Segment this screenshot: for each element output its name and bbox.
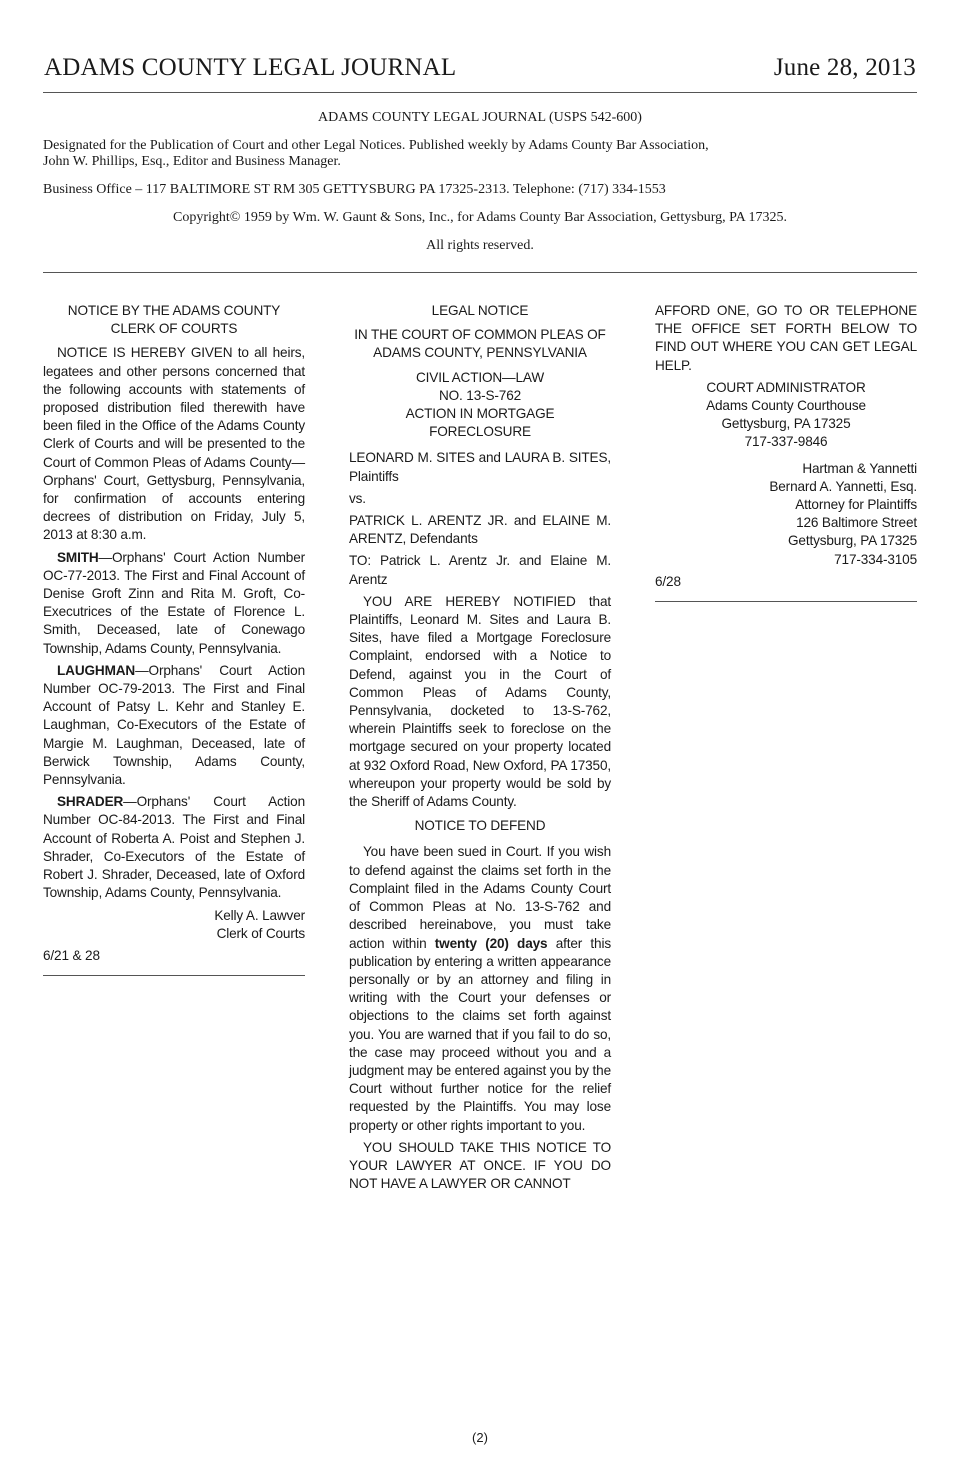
estate-entry: [43, 793, 305, 902]
docket-number: NO. 13-S-762: [438, 387, 522, 403]
masthead-designation: Designated for the Publication of Court and other Legal Notices. Published weekly by Adams County Bar Association,: [43, 138, 709, 153]
page-number: (2): [472, 1430, 488, 1445]
notification-paragraph: YOU ARE HEREBY NOTIFIED that Plaintiffs, Leonard M. Sites and Laura B. Sites, have filed a Mortgage Foreclosure Complaint, endorsed with a Notice to Defend, against you in the Court of Common Pleas of Adams County, Pennsylvania, docketed to 13-S-762, wherein Plaintiffs seek to foreclose on the mortgage secured on your property located at 932 Oxford Road, New Oxford, PA 17350, whereupon your property would be sold by the Sheriff of Adams County.: [349, 593, 611, 810]
publication-dates: 6/21 & 28: [43, 947, 100, 963]
masthead-business-office: Business Office – 117 BALTIMORE ST RM 305 GETTYSBURG PA 17325-2313. Telephone: (717) 334-1553: [43, 182, 666, 197]
court-administrator-location: Adams County Courthouse: [706, 398, 866, 414]
estate-entry: [43, 662, 305, 789]
attorney-phone: 717-334-3105: [834, 551, 917, 567]
masthead-copyright: Copyright© 1959 by Wm. W. Gaunt & Sons, Inc., for Adams County Bar Association, Gettysburg, PA 17325.: [173, 210, 787, 225]
estate-name: SMITH: [57, 549, 99, 565]
estate-entry: [43, 549, 305, 658]
lawyer-paragraph: YOU SHOULD TAKE THIS NOTICE TO YOUR LAWYER AT ONCE. IF YOU DO NOT HAVE A LAWYER OR CANNOT: [349, 1139, 611, 1192]
addressees: TO: Patrick L. Arentz Jr. and Elaine M. Arentz: [349, 553, 611, 587]
estate-text: —Orphans' Court Action Number OC-77-2013. The First and Final Account of Denise Groft Zinn and Rita M. Groft, Co-Executrices of the Estate of Florence L. Smith, Deceased, late of Conewago Township, Adams County, Pennsylvania.: [43, 549, 305, 656]
signer-name: Kelly A. Lawver: [214, 907, 305, 923]
estate-name: SHRADER: [57, 794, 124, 810]
signer-title: Clerk of Courts: [216, 925, 305, 941]
masthead-editor: John W. Phillips, Esq., Editor and Business Manager.: [43, 154, 341, 169]
header-rule: [43, 92, 917, 93]
estate-text: —Orphans' Court Action Number OC-79-2013. The First and Final Account of Patsy L. Kehr and Stanley E. Laughman, Co-Executors of the Estate of Margie M. Laughman, Deceased, late of Berwick Township, Adams County, Pennsylvania.: [43, 662, 305, 788]
column-end-rule: [43, 975, 305, 976]
court-administrator-title: COURT ADMINISTRATOR: [706, 379, 866, 395]
masthead-rights: All rights reserved.: [426, 238, 534, 253]
estate-text: —Orphans' Court Action Number OC-84-2013. The First and Final Account of Roberta A. Poist and Stephen J. Shrader, Co-Executors of the Estate of Robert J. Shrader, Deceased, late of Oxford Township, Adams County, Pennsylvania.: [43, 794, 305, 901]
defendants: PATRICK L. ARENTZ JR. and ELAINE M. ARENTZ, Defendants: [349, 513, 611, 547]
page-header: [44, 54, 916, 82]
attorney-name: Bernard A. Yannetti, Esq.: [769, 478, 917, 494]
attorney-role: Attorney for Plaintiffs: [795, 497, 917, 513]
court-administrator-city: Gettysburg, PA 17325: [721, 416, 851, 432]
court-name: IN THE COURT OF COMMON PLEAS OF ADAMS COUNTY, PENNSYLVANIA: [354, 327, 606, 361]
court-administrator-phone: 717-337-9846: [744, 434, 828, 450]
issue-date: June 28, 2013: [773, 54, 916, 81]
legal-notice-heading: LEGAL NOTICE: [431, 303, 529, 318]
notice-to-defend-paragraph: [349, 843, 611, 1134]
notice-to-defend-heading: NOTICE TO DEFEND: [414, 818, 546, 834]
masthead-rule: [43, 272, 917, 273]
estate-name: LAUGHMAN: [57, 662, 136, 678]
plaintiffs: LEONARD M. SITES and LAURA B. SITES, Plaintiffs: [349, 450, 611, 484]
clerk-notice-column: [43, 302, 305, 976]
column-end-rule: [655, 601, 917, 602]
attorney-firm: Hartman & Yannetti: [802, 460, 917, 476]
legal-notice-column: [349, 302, 611, 1197]
legal-notice-continued-column: [655, 302, 917, 602]
masthead-title: ADAMS COUNTY LEGAL JOURNAL (USPS 542-600): [318, 110, 642, 125]
defend-text-part1: You have been sued in Court. If you wish to defend against the claims set forth in the Complaint filed in the Adams County Court of Common Pleas at No. 13-S-762 and described hereinabove, you must take action within: [349, 844, 611, 951]
versus: vs.: [349, 490, 366, 506]
clerk-notice-intro: NOTICE IS HEREBY GIVEN to all heirs, legatees and other persons concerned that the following accounts with statements of proposed distribution filed therewith have been filed in the Office of the Adams County Clerk of Courts and will be presented to the Court of Common Pleas of Adams County—Orphans' Court, Gettysburg, Pennsylvania, for confirmation of accounts entering decrees of distribution on Friday, July 5, 2013 at 8:30 a.m.: [43, 345, 305, 543]
attorney-street: 126 Baltimore Street: [796, 515, 917, 531]
attorney-city: Gettysburg, PA 17325: [788, 533, 917, 549]
defend-deadline: twenty (20) days: [434, 935, 548, 951]
clerk-notice-heading: NOTICE BY THE ADAMS COUNTY CLERK OF COURTS: [67, 303, 281, 337]
action-description: ACTION IN MORTGAGE FORECLOSURE: [405, 406, 555, 440]
masthead: [43, 110, 917, 254]
legal-help-text: AFFORD ONE, GO TO OR TELEPHONE THE OFFICE SET FORTH BELOW TO FIND OUT WHERE YOU CAN GET LEGAL HELP.: [655, 303, 917, 373]
journal-title: ADAMS COUNTY LEGAL JOURNAL: [44, 54, 457, 81]
defend-text-part2: after this publication by entering a written appearance personally or by an attorney and filing in writing with the Court your defenses or objections to the claims set forth against you. You are warned that if you fail to do so, the case may proceed without you and a judgment may be entered against you by the Court without further notice for the relief requested by the Plaintiffs. You may lose property or other rights important to you.: [349, 935, 611, 1133]
publication-dates: 6/28: [655, 573, 681, 589]
action-type: CIVIL ACTION—LAW: [415, 369, 545, 385]
